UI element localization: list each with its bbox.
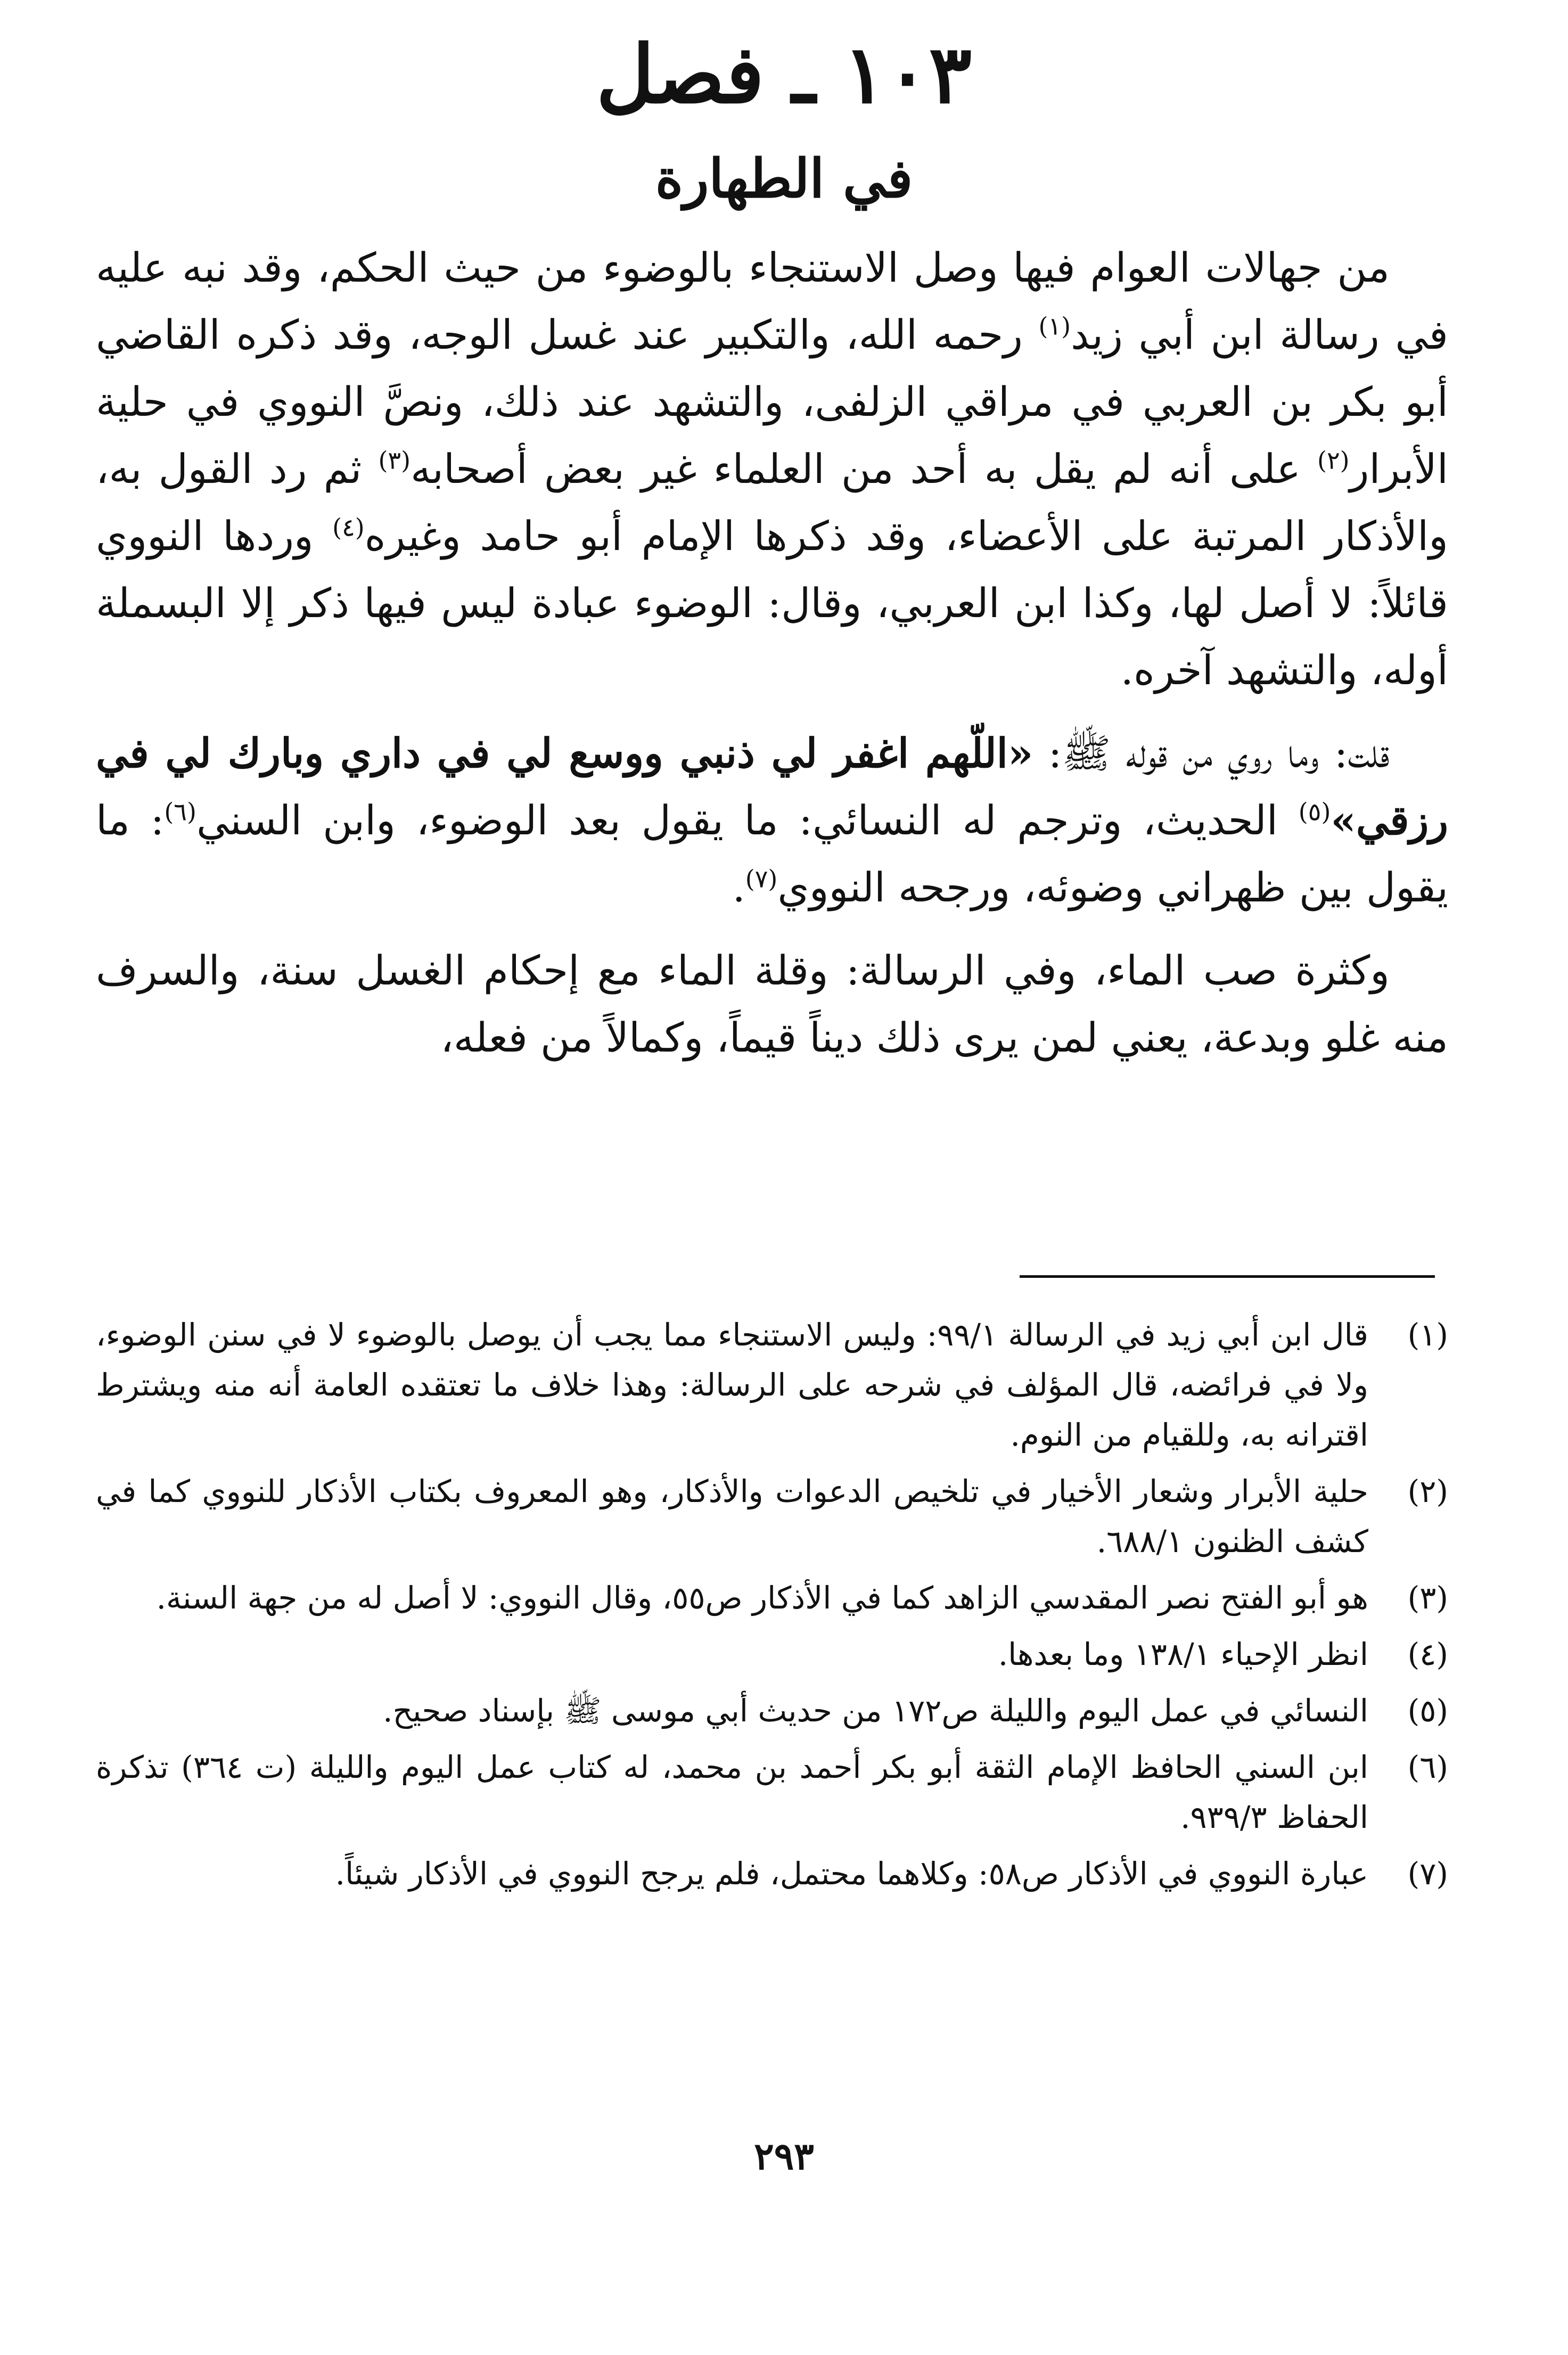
footnote-number: (٤) — [1407, 1636, 1448, 1672]
footnote-ref-1[interactable]: (١) — [1038, 311, 1071, 341]
paragraph-1 — [96, 234, 1448, 704]
paragraph-2 — [96, 720, 1448, 921]
footnote-ref-7[interactable]: (٧) — [745, 864, 778, 893]
footnote-text: انظر الإحياء ١٣٨/١ وما بعدها. — [998, 1636, 1368, 1672]
footnote-number: (٧) — [1407, 1856, 1448, 1892]
paragraph-2-part-c: : ما يقول بين ظهراني وضوئه، ورجحه النووي — [96, 797, 1448, 911]
footnote-5 — [96, 1686, 1448, 1736]
footnote-text: هو أبو الفتح نصر المقدسي الزاهد كما في الأذكار ص٥٥، وقال النووي: لا أصل له من جهة السنة. — [156, 1580, 1368, 1616]
footnote-1 — [96, 1310, 1448, 1460]
paragraph-2-part-a: قلت: وما روي من قوله ﷺ: — [1033, 729, 1390, 777]
footnote-ref-6[interactable]: (٦) — [164, 797, 196, 826]
chapter-subtitle: في الطهارة — [655, 147, 913, 210]
footnote-2 — [96, 1466, 1448, 1566]
footnote-text: حلية الأبرار وشعار الأخيار في تلخيص الدعوات والأذكار، وهو المعروف بكتاب الأذكار للنووي كما في كشف الظنون ٦٨٨/١. — [96, 1473, 1368, 1560]
footnote-ref-3[interactable]: (٣) — [378, 446, 411, 475]
footnote-text: النسائي في عمل اليوم والليلة ص١٧٢ من حديث أبي موسى ﷺ بإسناد صحيح. — [383, 1693, 1368, 1729]
footnote-number: (٦) — [1407, 1749, 1448, 1785]
footnotes — [96, 1310, 1448, 1905]
paragraph-3: وكثرة صب الماء، وفي الرسالة: وقلة الماء مع إحكام الغسل سنة، والسرف منه غلو وبدعة، يعني لمن يرى ذلك ديناً قيماً، وكمالاً من فعله، — [96, 947, 1448, 1061]
paragraph-2-part-d: . — [732, 864, 745, 911]
paragraph-2-part-b: الحديث، وترجم له النسائي: ما يقول بعد الوضوء، وابن السني — [196, 797, 1299, 844]
footnote-3 — [96, 1573, 1448, 1623]
main-text — [96, 234, 1448, 1087]
paragraph-1-part-d: ثم رد القول به، والأذكار المرتبة على الأعضاء، وقد ذكرها الإمام أبو حامد وغيره — [96, 445, 1448, 560]
footnote-text: عبارة النووي في الأذكار ص٥٨: وكلاهما محتمل، فلم يرجح النووي في الأذكار شيئاً. — [335, 1856, 1368, 1892]
footnote-7 — [96, 1849, 1448, 1899]
paragraph-1-part-b: رحمه الله، والتكبير عند غسل الوجه، وقد ذكره القاضي أبو بكر بن العربي في مراقي الزلفى، والتشهد عند ذلك، ونصَّ النووي في حلية الأبرار — [96, 311, 1448, 493]
footnote-number: (٢) — [1407, 1473, 1448, 1509]
footnote-number: (٣) — [1407, 1580, 1448, 1616]
footnote-number: (١) — [1407, 1317, 1448, 1353]
footnote-ref-4[interactable]: (٤) — [332, 513, 365, 542]
footnote-number: (٥) — [1407, 1693, 1448, 1729]
hadith-quote: «اللّهم اغفر لي ذنبي ووسع لي في داري وبارك لي في رزقي» — [96, 729, 1448, 844]
footnote-4 — [96, 1629, 1448, 1679]
paragraph-1-part-e: وردها النووي قائلاً: لا أصل لها، وكذا ابن العربي، وقال: الوضوء عبادة ليس فيها ذكر إلا البسملة أوله، والتشهد آخره. — [96, 512, 1448, 694]
footnote-text: ابن السني الحافظ الإمام الثقة أبو بكر أحمد بن محمد، له كتاب عمل اليوم والليلة (ت ٣٦٤) تذكرة الحفاظ ٩٣٩/٣. — [96, 1749, 1368, 1835]
footnote-ref-5[interactable]: (٥) — [1298, 797, 1331, 826]
footnote-divider — [1020, 1275, 1435, 1278]
footnote-ref-2[interactable]: (٢) — [1317, 446, 1350, 475]
page-number: ٢٩٣ — [754, 2134, 814, 2178]
footnote-text: قال ابن أبي زيد في الرسالة ٩٩/١: وليس الاستنجاء مما يجب أن يوصل بالوضوء لا في سنن الوضوء، ولا في فرائضه، قال المؤلف في شرحه على الرسالة: وهذا خلاف ما تعتقده العامة أنه منه ويشترط اقترانه به، وللقيام من النوم. — [96, 1317, 1369, 1453]
footnote-6 — [96, 1742, 1448, 1842]
chapter-title: ١٠٣ ـ فصل — [596, 28, 972, 121]
paragraph-1-part-a: من جهالات العوام فيها وصل الاستنجاء بالوضوء من حيث الحكم، وقد نبه عليه في رسالة ابن أبي زيد — [96, 244, 1448, 358]
paragraph-1-part-c: على أنه لم يقل به أحد من العلماء غير بعض أصحابه — [411, 445, 1317, 493]
